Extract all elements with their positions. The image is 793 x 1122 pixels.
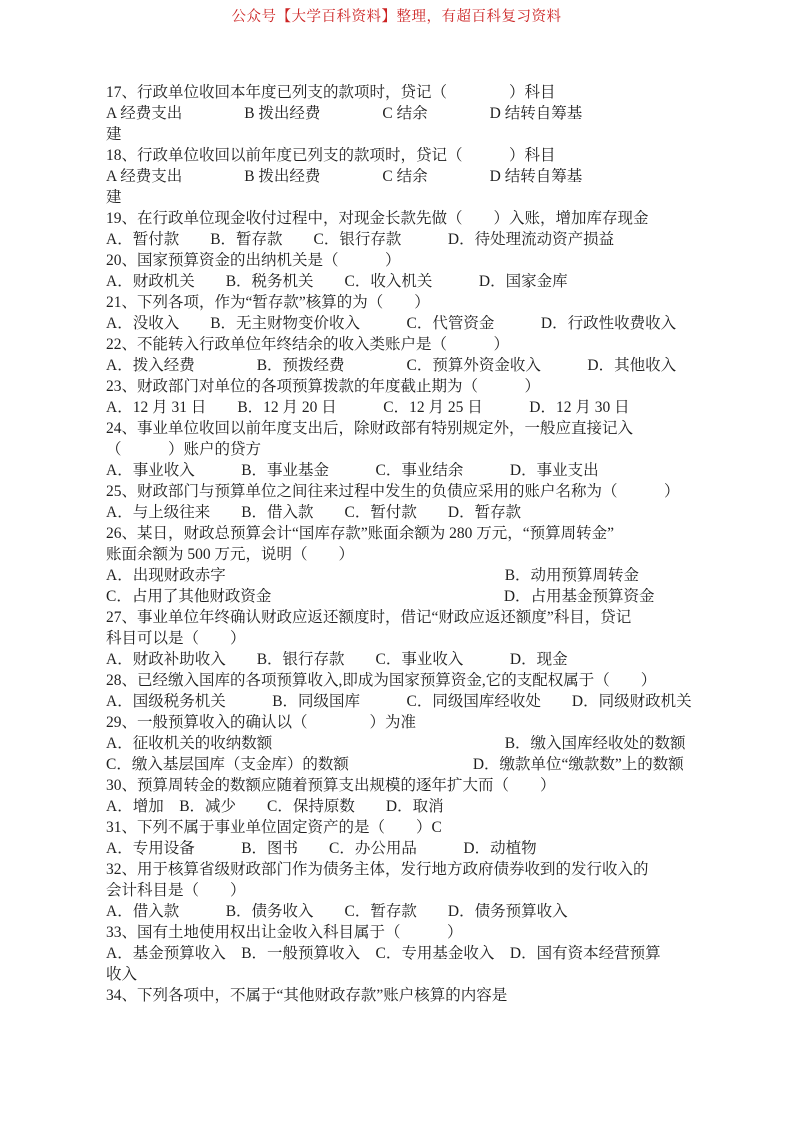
text-line: 31、下列不属于事业单位固定资产的是（ ）C [106, 819, 442, 836]
text-line: A．暂付款 B．暂存款 C．银行存款 D．待处理流动资产损益 [106, 231, 615, 248]
text-line: C．缴入基层国库（支金库）的数额 D．缴款单位“缴款数”上的数额 [106, 756, 684, 773]
text-line: A．基金预算收入 B．一般预算收入 C．专用基金收入 D．国有资本经营预算 [106, 945, 661, 962]
text-line: 29、一般预算收入的确认以（ ）为准 [106, 714, 417, 731]
text-line: A．没收入 B．无主财物变价收入 C．代管资金 D．行政性收费收入 [106, 315, 677, 332]
text-line: A．增加 B．减少 C．保持原数 D．取消 [106, 798, 444, 815]
text-line: A．12 月 31 日 B．12 月 20 日 C．12 月 25 日 D．12 月 30 日 [106, 399, 630, 416]
text-line: 20、国家预算资金的出纳机关是（ ） [106, 252, 401, 269]
text-line: A．专用设备 B．图书 C．办公用品 D．动植物 [106, 840, 537, 857]
text-line: 18、行政单位收回以前年度已列支的款项时，贷记（ ）科目 [106, 147, 556, 164]
text-line: 建 [106, 126, 122, 143]
text-line: 24、事业单位收回以前年度支出后，除财政部有特别规定外，一般应直接记入 [106, 420, 634, 437]
text-line: A．与上级往来 B．借入款 C．暂付款 D．暂存款 [106, 504, 522, 521]
text-line: A．拨入经费 B．预拨经费 C．预算外资金收入 D．其他收入 [106, 357, 677, 374]
text-line: A．出现财政赤字 B．动用预算周转金 [106, 567, 640, 584]
text-line: 32、用于核算省级财政部门作为债务主体，发行地方政府债券收到的发行收入的 [106, 861, 649, 878]
text-line: 账面余额为 500 万元，说明（ ） [106, 546, 355, 563]
text-line: 建 [106, 189, 122, 206]
text-line: 22、不能转入行政单位年终结余的收入类账户是（ ） [106, 336, 510, 353]
text-line: （ ）账户的贷方 [106, 441, 262, 458]
text-line: A．财政补助收入 B．银行存款 C．事业收入 D．现金 [106, 651, 568, 668]
text-line: 28、已经缴入国库的各项预算收入,即成为国家预算资金,它的支配权属于（ ） [106, 672, 657, 689]
text-line: 17、行政单位收回本年度已列支的款项时，贷记（ ）科目 [106, 84, 556, 101]
text-line: 25、财政部门与预算单位之间往来过程中发生的负债应采用的账户名称为（ ） [106, 483, 680, 500]
text-line: A 经费支出 B 拨出经费 C 结余 D 结转自筹基 [106, 168, 583, 185]
text-line: A．国级税务机关 B．同级国库 C．同级国库经收处 D．同级财政机关 [106, 693, 692, 710]
text-line: A．征收机关的收纳数额 B．缴入国库经收处的数额 [106, 735, 686, 752]
text-line: 27、事业单位年终确认财政应返还额度时，借记“财政应返还额度”科目，贷记 [106, 609, 632, 626]
text-line: 33、国有土地使用权出让金收入科目属于（ ） [106, 924, 463, 941]
text-line: 26、某日，财政总预算会计“国库存款”账面余额为 280 万元，“预算周转金” [106, 525, 615, 542]
text-line: 30、预算周转金的数额应随着预算支出规模的逐年扩大而（ ） [106, 777, 556, 794]
text-line: 23、财政部门对单位的各项预算拨款的年度截止期为（ ） [106, 378, 541, 395]
text-line: 收入 [106, 966, 138, 983]
text-line: C．占用了其他财政资金 D．占用基金预算资金 [106, 588, 655, 605]
text-line: 21、下列各项，作为“暂存款”核算的为（ ） [106, 294, 430, 311]
text-line: A．财政机关 B．税务机关 C．收入机关 D．国家金库 [106, 273, 568, 290]
text-line: A．借入款 B．债务收入 C．暂存款 D．债务预算收入 [106, 903, 568, 920]
text-line: 19、在行政单位现金收付过程中，对现金长款先做（ ）入账，增加库存现金 [106, 210, 649, 227]
doc-header-note: 公众号【大学百科资料】整理，有超百科复习资料 [231, 9, 562, 25]
text-line: 会计科目是（ ） [106, 882, 246, 899]
text-line: 科目可以是（ ） [106, 630, 246, 647]
text-line: A 经费支出 B 拨出经费 C 结余 D 结转自筹基 [106, 105, 583, 122]
text-line: 34、下列各项中，不属于“其他财政存款”账户核算的内容是 [106, 987, 508, 1004]
doc-body [106, 82, 700, 1006]
text-line: A．事业收入 B．事业基金 C．事业结余 D．事业支出 [106, 462, 599, 479]
